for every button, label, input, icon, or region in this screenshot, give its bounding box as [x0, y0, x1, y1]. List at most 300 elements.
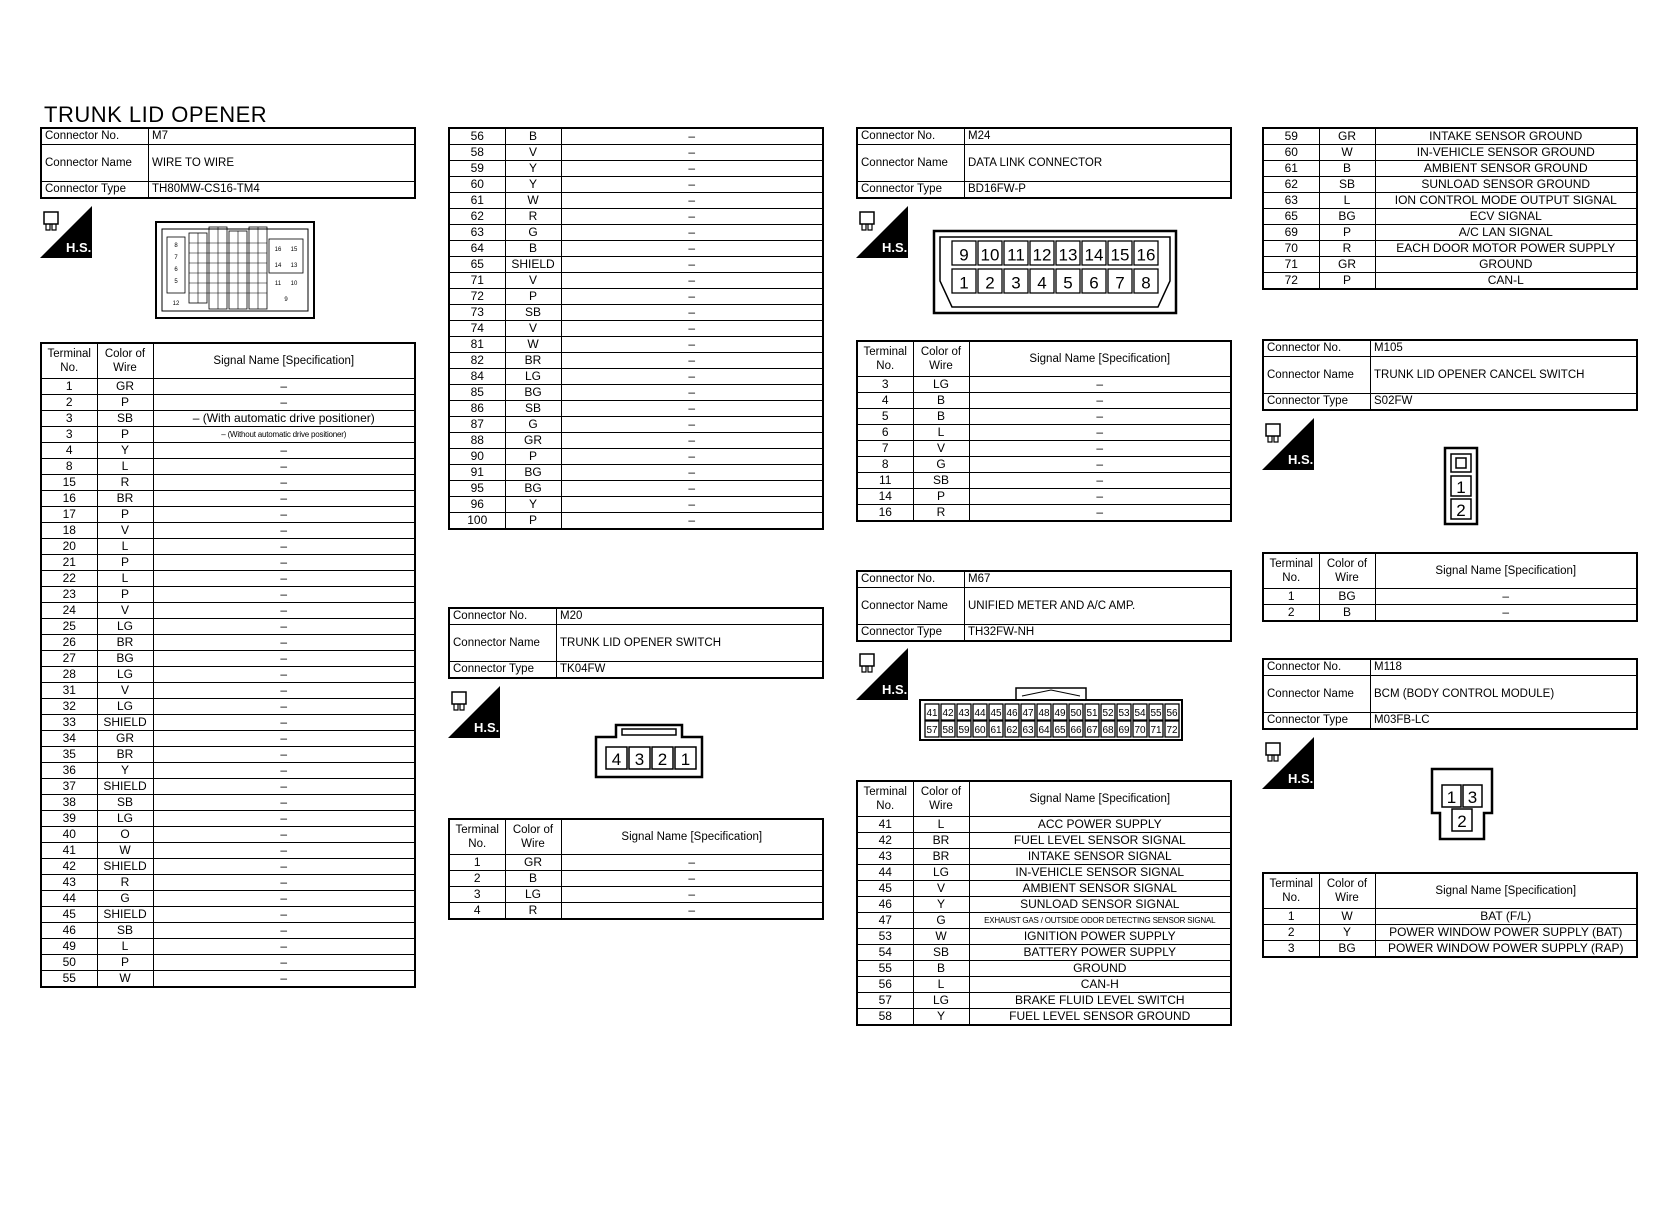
pin-label: 3: [1467, 788, 1478, 807]
connector-name-label: Connector Name: [1263, 676, 1371, 713]
signal-cell: –: [153, 907, 415, 923]
pin-label: 62: [1006, 725, 1018, 736]
table-row: [41, 411, 415, 427]
table-row: [857, 505, 1231, 522]
table-row: [857, 817, 1231, 833]
pin-label: 8: [174, 243, 178, 249]
terminal-cell: 3: [41, 411, 97, 427]
color-of-wire-header: Color of Wire: [1319, 553, 1375, 589]
connector-name-label: Connector Name: [857, 588, 965, 625]
color-cell: BG: [505, 465, 561, 481]
signal-name-header: Signal Name [Specification]: [561, 819, 823, 855]
terminal-cell: 3: [449, 887, 505, 903]
signal-cell: CAN-H: [969, 977, 1231, 993]
signal-cell: CAN-L: [1375, 273, 1637, 290]
terminal-cell: 21: [41, 555, 97, 571]
terminal-no-header: Terminal No.: [449, 819, 505, 855]
table-row: [1263, 128, 1637, 145]
pin-label: 12: [172, 301, 180, 307]
color-cell: BR: [97, 635, 153, 651]
pin-label: 1: [959, 273, 969, 293]
signal-cell: –: [153, 859, 415, 875]
connector-no-label: Connector No.: [857, 571, 965, 588]
terminal-cell: 46: [857, 897, 913, 913]
pin-label: 55: [1150, 708, 1162, 719]
pin-label: 11: [1007, 245, 1025, 265]
table-row: [1263, 257, 1637, 273]
connector-no-value: M118: [1371, 659, 1638, 676]
pin-label: 68: [1102, 725, 1114, 736]
color-of-wire-header: Color of Wire: [97, 343, 153, 379]
terminal-cell: 71: [1263, 257, 1319, 273]
signal-cell: –: [561, 273, 823, 289]
table-row: [857, 945, 1231, 961]
m118-connector-diagram: [1430, 767, 1494, 841]
terminal-no-header: Terminal No.: [857, 781, 913, 817]
signal-cell: –: [969, 473, 1231, 489]
signal-cell: –: [153, 763, 415, 779]
color-cell: GR: [1319, 257, 1375, 273]
terminal-cell: 64: [449, 241, 505, 257]
pin-label: 12: [1032, 245, 1052, 265]
m105-terminal-table: [1262, 552, 1638, 622]
pin-label: 11: [274, 281, 282, 287]
terminal-cell: 36: [41, 763, 97, 779]
color-cell: LG: [97, 811, 153, 827]
signal-cell: –: [561, 449, 823, 465]
color-cell: B: [913, 409, 969, 425]
table-row: [41, 555, 415, 571]
connector-type-value: BD16FW-P: [965, 182, 1232, 199]
hs-icon: [1262, 418, 1314, 470]
terminal-cell: 42: [857, 833, 913, 849]
terminal-cell: 16: [41, 491, 97, 507]
pin-label: 41: [926, 708, 938, 719]
connector-no-value: M67: [965, 571, 1232, 588]
signal-cell: ACC POWER SUPPLY: [969, 817, 1231, 833]
color-cell: V: [97, 523, 153, 539]
color-cell: B: [505, 128, 561, 145]
table-row: [41, 923, 415, 939]
pin-label: 1: [680, 750, 691, 769]
signal-cell: –: [153, 651, 415, 667]
m7-terminal-table: [40, 342, 416, 988]
terminal-cell: 70: [1263, 241, 1319, 257]
signal-cell: –: [153, 379, 415, 395]
color-cell: SHIELD: [97, 859, 153, 875]
table-row: [449, 321, 823, 337]
terminal-cell: 28: [41, 667, 97, 683]
terminal-cell: 18: [41, 523, 97, 539]
color-cell: W: [505, 337, 561, 353]
signal-cell: SUNLOAD SENSOR SIGNAL: [969, 897, 1231, 913]
terminal-cell: 42: [41, 859, 97, 875]
m7-rows-continued: [449, 128, 823, 529]
terminal-cell: 86: [449, 401, 505, 417]
pin-label: 71: [1150, 725, 1162, 736]
terminal-cell: 90: [449, 449, 505, 465]
pin-label: 70: [1134, 725, 1146, 736]
terminal-cell: 81: [449, 337, 505, 353]
color-cell: Y: [97, 443, 153, 459]
color-cell: BG: [1319, 589, 1375, 605]
table-row: [449, 289, 823, 305]
table-row: [41, 939, 415, 955]
color-cell: L: [913, 817, 969, 833]
table-row: [449, 337, 823, 353]
color-cell: W: [1319, 145, 1375, 161]
table-row: [857, 393, 1231, 409]
signal-cell: –: [153, 507, 415, 523]
color-cell: SB: [97, 411, 153, 427]
connector-no-label: Connector No.: [1263, 340, 1371, 357]
color-cell: G: [97, 891, 153, 907]
terminal-cell: 54: [857, 945, 913, 961]
svg-text:H.S.: H.S.: [882, 682, 908, 697]
table-row: [41, 443, 415, 459]
signal-cell: –: [561, 337, 823, 353]
table-row: [449, 145, 823, 161]
terminal-cell: 2: [41, 395, 97, 411]
table-row: [449, 433, 823, 449]
connector-name-label: Connector Name: [1263, 357, 1371, 394]
connector-no-value: M7: [149, 128, 416, 145]
hs-icon: [1262, 737, 1314, 789]
table-row: [449, 871, 823, 887]
m105-connector-diagram: [1443, 446, 1479, 526]
color-cell: P: [97, 955, 153, 971]
pin-label: 2: [985, 273, 995, 293]
signal-cell: –: [153, 699, 415, 715]
color-cell: P: [1319, 273, 1375, 290]
terminal-cell: 1: [449, 855, 505, 871]
terminal-cell: 85: [449, 385, 505, 401]
table-row: [41, 971, 415, 988]
color-cell: LG: [913, 993, 969, 1009]
pin-label: 49: [1054, 708, 1066, 719]
color-cell: Y: [97, 763, 153, 779]
pin-label: 7: [1115, 273, 1125, 293]
table-row: [41, 427, 415, 443]
m67-terminal-table: [856, 780, 1232, 1026]
signal-cell: –: [153, 459, 415, 475]
table-row: [1263, 589, 1637, 605]
color-cell: P: [97, 507, 153, 523]
svg-text:H.S.: H.S.: [882, 240, 908, 255]
color-of-wire-header: Color of Wire: [1319, 873, 1375, 909]
table-row: [41, 699, 415, 715]
signal-name-header: Signal Name [Specification]: [969, 341, 1231, 377]
terminal-cell: 45: [857, 881, 913, 897]
terminal-no-header: Terminal No.: [1263, 873, 1319, 909]
signal-cell: IN-VEHICLE SENSOR GROUND: [1375, 145, 1637, 161]
color-cell: V: [97, 683, 153, 699]
signal-cell: –: [153, 923, 415, 939]
m118-terminal-table: [1262, 872, 1638, 958]
signal-cell: –: [561, 497, 823, 513]
m24-terminal-table: [856, 340, 1232, 522]
table-row: [41, 379, 415, 395]
table-row: [857, 1009, 1231, 1026]
table-row: [41, 491, 415, 507]
m24-rows: [857, 377, 1231, 522]
signal-cell: –: [561, 903, 823, 920]
pin-label: 2: [657, 750, 668, 769]
table-row: [1263, 225, 1637, 241]
color-cell: BG: [97, 651, 153, 667]
color-cell: BR: [913, 849, 969, 865]
terminal-cell: 35: [41, 747, 97, 763]
color-cell: G: [505, 417, 561, 433]
terminal-cell: 63: [1263, 193, 1319, 209]
color-cell: R: [505, 209, 561, 225]
color-cell: Y: [913, 897, 969, 913]
signal-name-header: Signal Name [Specification]: [1375, 873, 1637, 909]
terminal-cell: 8: [41, 459, 97, 475]
signal-cell: –: [153, 827, 415, 843]
terminal-cell: 61: [449, 193, 505, 209]
signal-cell: –: [1375, 605, 1637, 622]
color-cell: BR: [97, 747, 153, 763]
table-row: [857, 913, 1231, 929]
table-row: [449, 401, 823, 417]
terminal-cell: 56: [857, 977, 913, 993]
color-cell: B: [913, 961, 969, 977]
pin-label: 50: [1070, 708, 1082, 719]
color-cell: BG: [1319, 209, 1375, 225]
table-row: [41, 395, 415, 411]
connector-type-label: Connector Type: [857, 182, 965, 199]
table-row: [41, 955, 415, 971]
signal-cell: –: [153, 955, 415, 971]
table-row: [1263, 909, 1637, 925]
signal-cell: –: [561, 887, 823, 903]
signal-cell: AMBIENT SENSOR GROUND: [1375, 161, 1637, 177]
signal-cell: GROUND: [969, 961, 1231, 977]
signal-cell: –: [153, 443, 415, 459]
pin-label: 5: [1063, 273, 1073, 293]
color-cell: W: [97, 843, 153, 859]
signal-cell: SUNLOAD SENSOR GROUND: [1375, 177, 1637, 193]
signal-cell: –: [969, 489, 1231, 505]
table-row: [449, 903, 823, 920]
signal-cell: –: [561, 161, 823, 177]
terminal-cell: 1: [41, 379, 97, 395]
m67-rows: [857, 817, 1231, 1026]
terminal-cell: 49: [41, 939, 97, 955]
signal-cell: –: [153, 667, 415, 683]
color-cell: R: [1319, 241, 1375, 257]
table-row: [857, 409, 1231, 425]
terminal-cell: 50: [41, 955, 97, 971]
table-row: [857, 977, 1231, 993]
color-cell: R: [505, 903, 561, 920]
signal-cell: –: [153, 971, 415, 988]
color-cell: LG: [97, 619, 153, 635]
terminal-cell: 33: [41, 715, 97, 731]
table-row: [857, 489, 1231, 505]
signal-cell: –: [969, 441, 1231, 457]
color-cell: O: [97, 827, 153, 843]
signal-cell: –: [153, 683, 415, 699]
signal-cell: EACH DOOR MOTOR POWER SUPPLY: [1375, 241, 1637, 257]
connector-no-value: M20: [557, 608, 824, 625]
signal-cell: –: [153, 491, 415, 507]
m7-terminal-table-continued: [448, 127, 824, 530]
terminal-cell: 23: [41, 587, 97, 603]
terminal-cell: 62: [449, 209, 505, 225]
table-row: [857, 993, 1231, 1009]
terminal-cell: 32: [41, 699, 97, 715]
m105-rows: [1263, 589, 1637, 622]
terminal-cell: 44: [857, 865, 913, 881]
color-cell: P: [97, 587, 153, 603]
color-cell: B: [505, 241, 561, 257]
m24-info: [856, 127, 1232, 199]
table-row: [449, 465, 823, 481]
signal-cell: A/C LAN SIGNAL: [1375, 225, 1637, 241]
table-row: [857, 377, 1231, 393]
terminal-cell: 38: [41, 795, 97, 811]
table-row: [41, 459, 415, 475]
connector-name-label: Connector Name: [41, 145, 149, 182]
table-row: [449, 497, 823, 513]
color-cell: GR: [1319, 128, 1375, 145]
signal-cell: –: [153, 555, 415, 571]
signal-cell: AMBIENT SENSOR SIGNAL: [969, 881, 1231, 897]
svg-text:H.S.: H.S.: [474, 720, 500, 735]
signal-cell: –: [153, 939, 415, 955]
color-cell: LG: [505, 887, 561, 903]
signal-cell: BAT (F/L): [1375, 909, 1637, 925]
pin-label: 67: [1086, 725, 1098, 736]
terminal-cell: 11: [857, 473, 913, 489]
pin-label: 4: [1037, 273, 1047, 293]
color-cell: G: [913, 913, 969, 929]
table-row: [449, 193, 823, 209]
terminal-cell: 56: [449, 128, 505, 145]
table-row: [41, 635, 415, 651]
signal-cell: –: [153, 875, 415, 891]
table-row: [857, 849, 1231, 865]
signal-cell: –: [969, 409, 1231, 425]
color-cell: BG: [1319, 941, 1375, 958]
table-row: [41, 715, 415, 731]
table-row: [41, 507, 415, 523]
terminal-cell: 100: [449, 513, 505, 530]
table-row: [449, 385, 823, 401]
color-cell: Y: [913, 1009, 969, 1026]
signal-cell: –: [153, 891, 415, 907]
color-cell: W: [1319, 909, 1375, 925]
connector-type-label: Connector Type: [857, 625, 965, 642]
terminal-cell: 14: [857, 489, 913, 505]
color-cell: P: [505, 513, 561, 530]
table-row: [449, 273, 823, 289]
table-row: [41, 651, 415, 667]
pin-label: 52: [1102, 708, 1114, 719]
signal-cell: –: [561, 289, 823, 305]
pin-label: 16: [274, 247, 282, 253]
connector-type-label: Connector Type: [41, 182, 149, 199]
table-row: [41, 827, 415, 843]
connector-type-label: Connector Type: [1263, 713, 1371, 730]
color-of-wire-header: Color of Wire: [913, 341, 969, 377]
color-cell: L: [97, 939, 153, 955]
connector-no-label: Connector No.: [857, 128, 965, 145]
table-row: [449, 177, 823, 193]
connector-name-label: Connector Name: [857, 145, 965, 182]
pin-label: 56: [1166, 708, 1178, 719]
signal-cell: –: [153, 731, 415, 747]
signal-cell: – (Without automatic drive positioner): [153, 427, 415, 443]
pin-label: 43: [958, 708, 970, 719]
signal-cell: –: [561, 128, 823, 145]
signal-cell: –: [561, 871, 823, 887]
terminal-cell: 43: [857, 849, 913, 865]
pin-label: 9: [284, 297, 288, 303]
terminal-cell: 3: [1263, 941, 1319, 958]
color-cell: L: [913, 977, 969, 993]
signal-cell: POWER WINDOW POWER SUPPLY (RAP): [1375, 941, 1637, 958]
table-row: [449, 417, 823, 433]
color-cell: Y: [505, 161, 561, 177]
signal-cell: –: [561, 225, 823, 241]
table-row: [449, 449, 823, 465]
terminal-cell: 3: [857, 377, 913, 393]
pin-label: 44: [974, 708, 986, 719]
signal-cell: –: [153, 811, 415, 827]
color-cell: Y: [505, 177, 561, 193]
signal-cell: –: [561, 305, 823, 321]
connector-type-value: TH80MW-CS16-TM4: [149, 182, 416, 199]
color-cell: GR: [97, 731, 153, 747]
table-row: [41, 907, 415, 923]
connector-no-value: M105: [1371, 340, 1638, 357]
terminal-cell: 22: [41, 571, 97, 587]
terminal-cell: 71: [449, 273, 505, 289]
color-cell: R: [97, 475, 153, 491]
table-row: [857, 961, 1231, 977]
table-row: [1263, 925, 1637, 941]
terminal-cell: 39: [41, 811, 97, 827]
pin-label: 6: [174, 267, 178, 273]
color-cell: P: [97, 395, 153, 411]
color-cell: V: [913, 441, 969, 457]
color-cell: P: [505, 449, 561, 465]
color-cell: L: [97, 459, 153, 475]
signal-cell: –: [561, 257, 823, 273]
terminal-cell: 4: [449, 903, 505, 920]
table-row: [41, 843, 415, 859]
table-row: [1263, 177, 1637, 193]
signal-cell: IGNITION POWER SUPPLY: [969, 929, 1231, 945]
pin-label: 10: [290, 281, 298, 287]
pin-label: 9: [959, 245, 969, 265]
color-cell: P: [1319, 225, 1375, 241]
terminal-cell: 69: [1263, 225, 1319, 241]
signal-cell: –: [561, 481, 823, 497]
signal-cell: BRAKE FLUID LEVEL SWITCH: [969, 993, 1231, 1009]
terminal-cell: 31: [41, 683, 97, 699]
color-cell: B: [505, 871, 561, 887]
color-cell: SB: [1319, 177, 1375, 193]
color-cell: L: [97, 539, 153, 555]
terminal-cell: 65: [449, 257, 505, 273]
terminal-cell: 59: [1263, 128, 1319, 145]
signal-cell: ECV SIGNAL: [1375, 209, 1637, 225]
color-cell: V: [505, 321, 561, 337]
